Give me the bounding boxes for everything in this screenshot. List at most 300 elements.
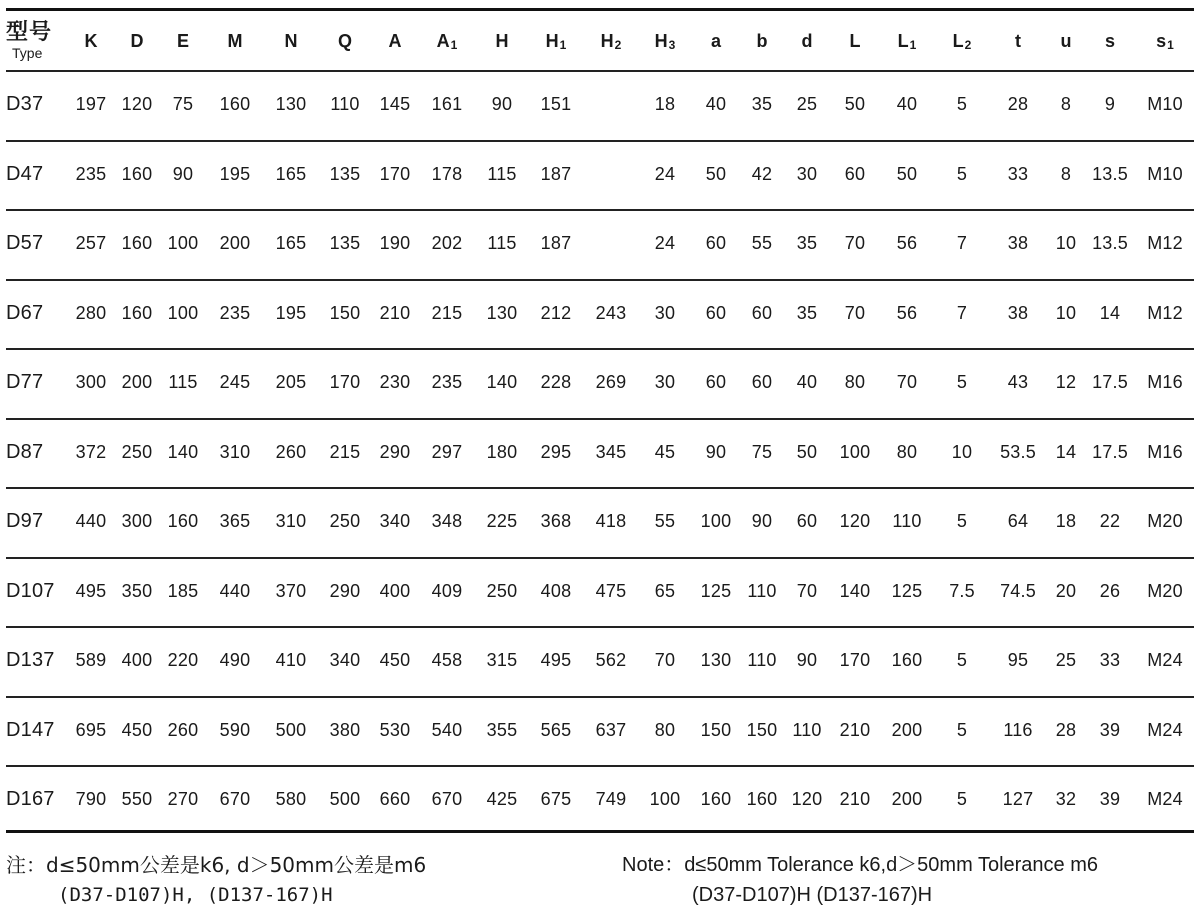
column-header-label: H: [545, 30, 559, 51]
column-header: [692, 12, 740, 70]
value-cell: 590: [219, 719, 251, 740]
value-cell: 280: [75, 302, 107, 323]
value-cell: 300: [121, 511, 153, 532]
value-cell: 440: [75, 511, 107, 532]
value-cell: 495: [75, 580, 107, 601]
value-cell: 550: [121, 789, 153, 810]
row-divider: [6, 696, 1194, 698]
value-cell: 425: [486, 789, 518, 810]
value-cell: 39: [1099, 789, 1121, 810]
value-cell: 7: [956, 302, 968, 323]
column-header-label: E: [176, 30, 189, 51]
value-cell: 151: [540, 94, 572, 115]
value-cell: 315: [486, 650, 518, 671]
note-chinese: [6, 850, 426, 910]
column-header-label: M: [227, 30, 243, 51]
type-column-header: [6, 12, 68, 70]
value-cell: 450: [379, 650, 411, 671]
value-cell: 22: [1099, 511, 1121, 532]
top-rule: [6, 8, 1194, 11]
column-header: [528, 12, 584, 70]
value-cell: 165: [275, 233, 307, 254]
value-cell: 40: [896, 94, 918, 115]
column-header-label: A: [388, 30, 402, 51]
value-cell: 215: [329, 441, 361, 462]
value-cell: 450: [121, 719, 153, 740]
value-cell: [584, 70, 638, 140]
value-cell: 370: [275, 580, 307, 601]
column-header-subscript: 2: [614, 37, 622, 52]
column-header-subscript: 2: [964, 37, 972, 52]
value-cell: 10: [1055, 302, 1077, 323]
value-cell: 160: [746, 789, 778, 810]
value-cell: 56: [896, 233, 918, 254]
bottom-rule: [6, 830, 1194, 833]
value-cell: 440: [219, 580, 251, 601]
value-cell: 290: [329, 580, 361, 601]
value-cell: 115: [487, 163, 517, 184]
value-cell: 355: [486, 719, 518, 740]
value-cell: 790: [75, 789, 107, 810]
column-header: [160, 12, 206, 70]
value-cell: 495: [540, 650, 572, 671]
value-cell: 70: [844, 302, 866, 323]
value-cell: 150: [700, 719, 732, 740]
value-cell: 35: [751, 94, 773, 115]
value-cell: 160: [167, 511, 199, 532]
column-header: [68, 12, 114, 70]
value-cell: 24: [654, 233, 676, 254]
column-header: [264, 12, 318, 70]
value-cell: 260: [275, 441, 307, 462]
row-divider: [6, 140, 1194, 142]
column-header-label: b: [756, 30, 768, 51]
value-cell: 410: [275, 650, 307, 671]
value-cell: 5: [956, 94, 968, 115]
column-header: [476, 12, 528, 70]
value-cell: 60: [705, 233, 727, 254]
value-cell: 70: [654, 650, 676, 671]
value-cell: 39: [1099, 719, 1121, 740]
value-cell: 5: [956, 163, 968, 184]
type-cell: D107: [6, 579, 55, 602]
value-cell: 530: [379, 719, 411, 740]
column-header: [1134, 12, 1196, 70]
value-cell: 110: [330, 94, 360, 115]
value-cell: 120: [791, 789, 823, 810]
value-cell: 490: [219, 650, 251, 671]
value-cell: 130: [275, 94, 307, 115]
column-header: [318, 12, 372, 70]
value-cell: 100: [167, 233, 199, 254]
value-cell: 170: [329, 372, 361, 393]
value-cell: 90: [751, 511, 773, 532]
type-cell: D37: [6, 93, 44, 116]
table-row: [6, 140, 1196, 210]
value-cell: 50: [705, 163, 727, 184]
value-cell: 500: [329, 789, 361, 810]
type-cell: D57: [6, 232, 44, 255]
value-cell: 135: [329, 163, 361, 184]
value-cell: 165: [275, 163, 307, 184]
type-cell: D77: [6, 371, 44, 394]
value-cell: 408: [540, 580, 572, 601]
column-header: [934, 12, 990, 70]
value-cell: 660: [379, 789, 411, 810]
value-cell: 13.5: [1092, 163, 1128, 184]
value-cell: 7.5: [949, 580, 975, 601]
value-cell: 125: [891, 580, 923, 601]
value-cell: 60: [751, 302, 773, 323]
value-cell: M20: [1147, 511, 1183, 532]
value-cell: M12: [1147, 233, 1183, 254]
row-divider: [6, 557, 1194, 559]
value-cell: 670: [219, 789, 251, 810]
table-row: [6, 209, 1196, 279]
value-cell: 38: [1007, 302, 1029, 323]
value-cell: 562: [595, 650, 627, 671]
column-header-label: Q: [337, 30, 352, 51]
value-cell: 100: [167, 302, 199, 323]
value-cell: 200: [891, 789, 923, 810]
value-cell: 120: [839, 511, 871, 532]
value-cell: 60: [844, 163, 866, 184]
value-cell: 30: [654, 372, 676, 393]
value-cell: 18: [1055, 511, 1077, 532]
value-cell: 675: [540, 789, 572, 810]
value-cell: 55: [751, 233, 773, 254]
value-cell: 17.5: [1092, 441, 1128, 462]
value-cell: 160: [891, 650, 923, 671]
value-cell: 187: [540, 163, 572, 184]
value-cell: 458: [431, 650, 463, 671]
row-divider: [6, 418, 1194, 420]
value-cell: 35: [796, 302, 818, 323]
value-cell: 30: [654, 302, 676, 323]
value-cell: 297: [431, 441, 463, 462]
value-cell: 42: [751, 163, 773, 184]
value-cell: 8: [1060, 94, 1072, 115]
value-cell: 260: [167, 719, 199, 740]
value-cell: 90: [796, 650, 818, 671]
value-cell: 178: [431, 163, 463, 184]
value-cell: 197: [75, 94, 107, 115]
value-cell: 212: [540, 302, 572, 323]
value-cell: 225: [486, 511, 518, 532]
row-divider: [6, 70, 1194, 72]
value-cell: 120: [121, 94, 153, 115]
value-cell: 32: [1055, 789, 1077, 810]
column-header-label: N: [284, 30, 298, 51]
value-cell: 45: [654, 441, 676, 462]
column-header-subscript: 1: [909, 37, 917, 52]
value-cell: 670: [431, 789, 463, 810]
table-row: [6, 696, 1196, 766]
value-cell: 250: [486, 580, 518, 601]
value-cell: 145: [379, 94, 411, 115]
value-cell: 210: [839, 789, 871, 810]
table-body: [6, 70, 1196, 835]
value-cell: 215: [431, 302, 463, 323]
value-cell: 30: [796, 163, 818, 184]
value-cell: 70: [796, 580, 818, 601]
value-cell: 195: [275, 302, 307, 323]
value-cell: M10: [1147, 163, 1183, 184]
value-cell: 540: [431, 719, 463, 740]
value-cell: 20: [1055, 580, 1077, 601]
value-cell: 160: [121, 163, 153, 184]
note-en-line2: (D37-D107)H (D137-167)H: [692, 884, 933, 906]
value-cell: M24: [1147, 650, 1183, 671]
column-header-label: L: [849, 30, 861, 51]
value-cell: 300: [75, 372, 107, 393]
column-header-label: A: [436, 30, 450, 51]
value-cell: 400: [121, 650, 153, 671]
value-cell: 589: [75, 650, 107, 671]
value-cell: 8: [1060, 163, 1072, 184]
column-header-subscript: 1: [559, 37, 567, 52]
value-cell: M24: [1147, 719, 1183, 740]
value-cell: 24: [654, 163, 676, 184]
value-cell: 235: [431, 372, 463, 393]
value-cell: 140: [167, 441, 199, 462]
type-header-cn: 型号: [6, 20, 53, 45]
column-header: [372, 12, 418, 70]
dimension-table: [6, 12, 1196, 835]
value-cell: 372: [75, 441, 107, 462]
value-cell: 70: [896, 372, 918, 393]
value-cell: [584, 209, 638, 279]
value-cell: 13.5: [1092, 233, 1128, 254]
value-cell: 245: [219, 372, 251, 393]
column-header-label: H: [654, 30, 668, 51]
value-cell: 115: [487, 233, 517, 254]
value-cell: 365: [219, 511, 251, 532]
value-cell: 55: [654, 511, 676, 532]
row-divider: [6, 348, 1194, 350]
value-cell: 250: [121, 441, 153, 462]
value-cell: 340: [329, 650, 361, 671]
value-cell: 380: [329, 719, 361, 740]
column-header: [638, 12, 692, 70]
value-cell: 180: [486, 441, 518, 462]
value-cell: 135: [329, 233, 361, 254]
value-cell: 340: [379, 511, 411, 532]
type-header-en: Type: [12, 45, 43, 61]
value-cell: 115: [168, 372, 198, 393]
value-cell: 637: [595, 719, 627, 740]
value-cell: 295: [540, 441, 572, 462]
type-cell: D47: [6, 162, 44, 185]
value-cell: 140: [839, 580, 871, 601]
value-cell: 110: [892, 511, 922, 532]
value-cell: 350: [121, 580, 153, 601]
value-cell: 7: [956, 233, 968, 254]
row-divider: [6, 765, 1194, 767]
value-cell: 205: [275, 372, 307, 393]
value-cell: 43: [1007, 372, 1029, 393]
value-cell: 10: [951, 441, 973, 462]
row-divider: [6, 279, 1194, 281]
value-cell: 90: [491, 94, 513, 115]
value-cell: 28: [1007, 94, 1029, 115]
value-cell: 9: [1104, 94, 1116, 115]
value-cell: 170: [379, 163, 411, 184]
column-header: [740, 12, 784, 70]
value-cell: 160: [121, 302, 153, 323]
value-cell: 14: [1099, 302, 1121, 323]
value-cell: 348: [431, 511, 463, 532]
table-row: [6, 418, 1196, 488]
value-cell: 33: [1007, 163, 1029, 184]
value-cell: 160: [219, 94, 251, 115]
type-cell: D97: [6, 510, 44, 533]
value-cell: 190: [379, 233, 411, 254]
value-cell: 228: [540, 372, 572, 393]
column-header-label: s: [1156, 30, 1167, 51]
header-row: [6, 12, 1196, 70]
column-header-label: H: [600, 30, 614, 51]
column-header-label: u: [1060, 30, 1072, 51]
value-cell: 500: [275, 719, 307, 740]
column-header: [1046, 12, 1086, 70]
value-cell: 5: [956, 372, 968, 393]
value-cell: 235: [75, 163, 107, 184]
column-header-label: D: [130, 30, 144, 51]
value-cell: 60: [705, 302, 727, 323]
value-cell: M10: [1147, 94, 1183, 115]
value-cell: 110: [747, 580, 777, 601]
value-cell: 269: [595, 372, 627, 393]
value-cell: 35: [796, 233, 818, 254]
row-divider: [6, 209, 1194, 211]
column-header: [990, 12, 1046, 70]
value-cell: 160: [700, 789, 732, 810]
column-header-label: H: [495, 30, 509, 51]
value-cell: 235: [219, 302, 251, 323]
value-cell: 230: [379, 372, 411, 393]
value-cell: 195: [219, 163, 251, 184]
value-cell: 64: [1007, 511, 1029, 532]
value-cell: 95: [1007, 650, 1029, 671]
value-cell: M24: [1147, 789, 1183, 810]
value-cell: 100: [649, 789, 681, 810]
value-cell: 161: [431, 94, 463, 115]
value-cell: 310: [219, 441, 251, 462]
value-cell: 565: [540, 719, 572, 740]
value-cell: 345: [595, 441, 627, 462]
value-cell: 290: [379, 441, 411, 462]
column-header-label: L: [897, 30, 909, 51]
value-cell: 75: [172, 94, 194, 115]
value-cell: 80: [654, 719, 676, 740]
value-cell: 220: [167, 650, 199, 671]
value-cell: 5: [956, 789, 968, 810]
row-divider: [6, 626, 1194, 628]
value-cell: 28: [1055, 719, 1077, 740]
value-cell: M20: [1147, 580, 1183, 601]
value-cell: 60: [796, 511, 818, 532]
value-cell: 75: [751, 441, 773, 462]
value-cell: 90: [172, 163, 194, 184]
value-cell: 40: [705, 94, 727, 115]
value-cell: 5: [956, 719, 968, 740]
value-cell: 116: [1003, 719, 1033, 740]
column-header: [830, 12, 880, 70]
value-cell: 33: [1099, 650, 1121, 671]
value-cell: 695: [75, 719, 107, 740]
table-row: [6, 348, 1196, 418]
table-row: [6, 626, 1196, 696]
type-cell: D147: [6, 718, 55, 741]
value-cell: 170: [839, 650, 871, 671]
value-cell: 110: [747, 650, 777, 671]
note-cn-line2: (D37-D107)H, (D137-167)H: [58, 884, 333, 906]
column-header-label: s: [1104, 30, 1115, 51]
table-row: [6, 70, 1196, 140]
value-cell: 202: [431, 233, 463, 254]
value-cell: 5: [956, 650, 968, 671]
value-cell: 368: [540, 511, 572, 532]
value-cell: 90: [705, 441, 727, 462]
note-english: [622, 850, 1098, 910]
column-header: [114, 12, 160, 70]
value-cell: 50: [896, 163, 918, 184]
column-header-subscript: 3: [668, 37, 676, 52]
value-cell: 50: [796, 441, 818, 462]
value-cell: 40: [796, 372, 818, 393]
type-cell: D67: [6, 301, 44, 324]
value-cell: 310: [275, 511, 307, 532]
column-header-label: a: [710, 30, 721, 51]
value-cell: 200: [121, 372, 153, 393]
value-cell: 200: [219, 233, 251, 254]
column-header-subscript: 1: [450, 37, 458, 52]
value-cell: 80: [896, 441, 918, 462]
column-header-label: K: [84, 30, 98, 51]
value-cell: M16: [1147, 441, 1183, 462]
value-cell: 130: [486, 302, 518, 323]
value-cell: 110: [792, 719, 822, 740]
table-row: [6, 557, 1196, 627]
value-cell: 140: [486, 372, 518, 393]
column-header: [880, 12, 934, 70]
value-cell: 60: [751, 372, 773, 393]
value-cell: 150: [746, 719, 778, 740]
value-cell: 53.5: [1000, 441, 1036, 462]
value-cell: 14: [1055, 441, 1077, 462]
column-header: [206, 12, 264, 70]
value-cell: 418: [595, 511, 627, 532]
value-cell: 210: [379, 302, 411, 323]
value-cell: 257: [75, 233, 107, 254]
value-cell: 74.5: [1000, 580, 1036, 601]
value-cell: 25: [796, 94, 818, 115]
value-cell: 210: [839, 719, 871, 740]
value-cell: 185: [167, 580, 199, 601]
value-cell: 580: [275, 789, 307, 810]
type-cell: D87: [6, 440, 44, 463]
value-cell: 243: [595, 302, 627, 323]
value-cell: M16: [1147, 372, 1183, 393]
value-cell: 160: [121, 233, 153, 254]
table-row: [6, 765, 1196, 835]
value-cell: 10: [1055, 233, 1077, 254]
value-cell: 70: [844, 233, 866, 254]
column-header: [784, 12, 830, 70]
value-cell: 130: [700, 650, 732, 671]
value-cell: 50: [844, 94, 866, 115]
